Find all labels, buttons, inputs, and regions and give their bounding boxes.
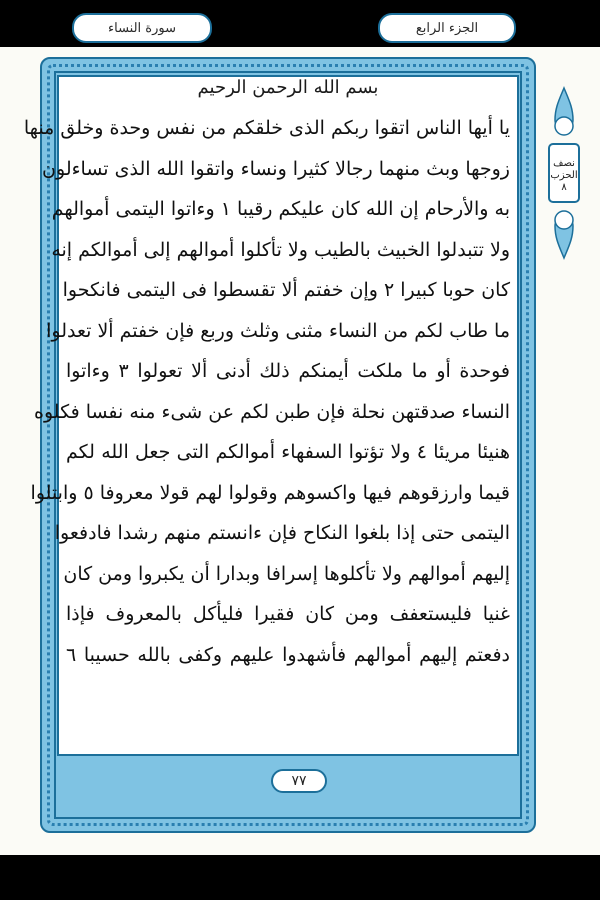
- verse-line: ما طاب لكم من النساء مثنى وثلث وربع فإن خفتم ألا تعدلوا: [46, 319, 510, 342]
- verse-line: غنيا فليستعفف ومن كان فقيرا فليأكل بالمعروف فإذا: [66, 603, 510, 625]
- juz-header: [378, 13, 516, 43]
- surah-header: [72, 13, 212, 43]
- verse-line: به والأرحام إن الله كان عليكم رقيبا ١ وءاتوا اليتمى أموالهم: [51, 198, 510, 220]
- page-number: [271, 769, 327, 793]
- verse-block: [23, 108, 511, 675]
- page-number-text: ٧٧: [291, 773, 307, 789]
- hizb-marker-label: [549, 158, 579, 194]
- basmala: بسم الله الرحمن الرحيم: [197, 77, 379, 98]
- verse-line: زوجها وبث منهما رجالا كثيرا ونساء واتقوا الله الذى تساءلون: [42, 157, 510, 180]
- verse-line: فوحدة أو ما ملكت أيمنكم ذلك أدنى ألا تعولوا ٣ وءاتوا: [66, 360, 511, 382]
- juz-title: الجزء الرابع: [415, 20, 479, 36]
- verse-line: ولا تتبدلوا الخبيث بالطيب ولا تأكلوا أموالهم إلى أموالكم إنه: [51, 238, 510, 261]
- surah-title: سورة النساء: [108, 20, 176, 36]
- verse-line: قيما وارزقوهم فيها واكسوهم وقولوا لهم قولا معروفا ٥ وابتلوا: [30, 481, 510, 504]
- hizb-marker-line1: نصف: [553, 158, 575, 169]
- hizb-marker-line2: الحزب: [550, 170, 578, 181]
- verse-line: إليهم أموالهم ولا تأكلوها إسرافا وبدارا أن يكبروا ومن كان: [63, 562, 510, 585]
- verse-line: دفعتم إليهم أموالهم فأشهدوا عليهم وكفى بالله حسيبا ٦: [66, 643, 510, 666]
- verse-line: هنيئا مريئا ٤ ولا تؤتوا السفهاء أموالكم التى جعل الله لكم: [66, 441, 511, 463]
- verse-line: اليتمى حتى إذا بلغوا النكاح فإن ءانستم منهم رشدا فادفعوا: [54, 522, 510, 544]
- verse-line: كان حوبا كبيرا ٢ وإن خفتم ألا تقسطوا فى اليتمى فانكحوا: [62, 279, 510, 301]
- hizb-marker-line3: ٨: [561, 182, 567, 193]
- verse-line: يا أيها الناس اتقوا ربكم الذى خلقكم من نفس وحدة وخلق منها: [23, 117, 510, 139]
- verse-line: النساء صدقتهن نحلة فإن طبن لكم عن شىء منه نفسا فكلوه: [34, 400, 510, 423]
